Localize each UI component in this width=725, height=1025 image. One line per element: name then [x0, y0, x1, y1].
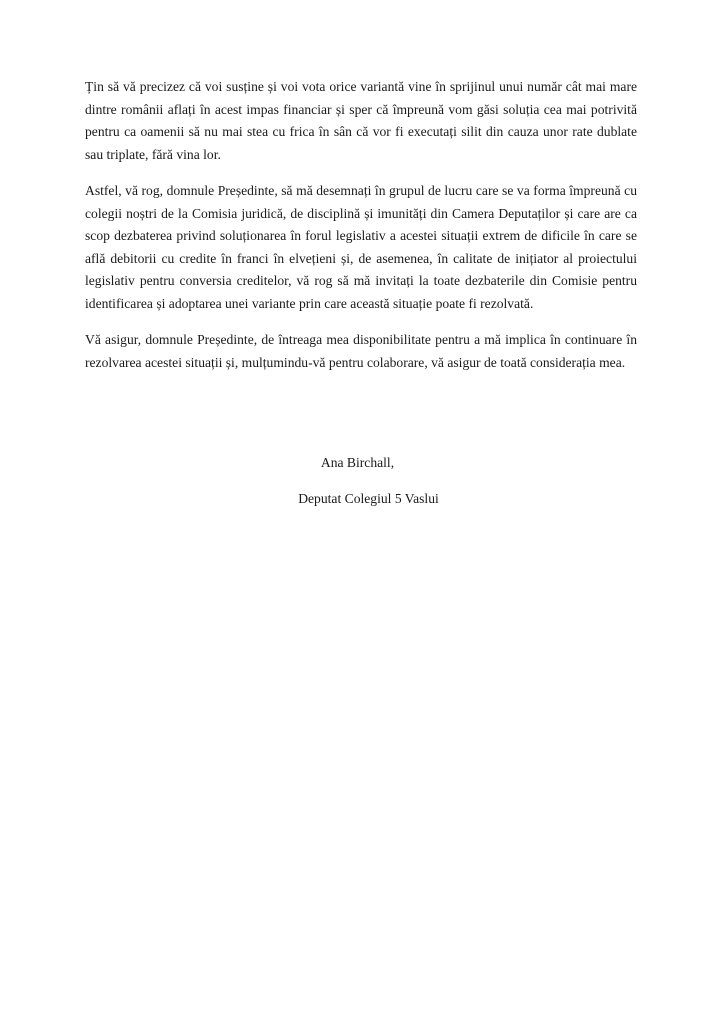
paragraph-3: Vă asigur, domnule Președinte, de întreaga mea disponibilitate pentru a mă implica în continuare în rezolvarea acestei situații și, mulțumindu-vă pentru colaborare, vă asigur de toată considerația mea. [85, 332, 637, 370]
paragraph-2: Astfel, vă rog, domnule Președinte, să mă desemnați în grupul de lucru care se va forma împreună cu colegii noștri de la Comisia juridică, de disciplină și imunități din Camera Deputaților și care are ca scop dezbaterea privind soluționarea în forul legislativ a acestei situații extrem de dificile în care se află debitorii cu credite în franci în elvețieni și, de asemenea, în calitate de inițiator al proiectului legislativ pentru conversia creditelor, vă rog să mă invitați la toate dezbaterile din Comisie pentru identificarea și adoptarea unei variante prin care această situație poate fi rezolvată. [85, 183, 637, 311]
signature-block [0, 452, 725, 510]
signatory-name: Ana Birchall, [320, 455, 395, 470]
letter-body [85, 76, 637, 388]
paragraph-1: Țin să vă precizez că voi susține și voi vota orice variantă vine în sprijinul unui număr cât mai mare dintre românii aflați în acest impas financiar și sper că împreună vom găsi soluția cea mai potrivită pentru ca oamenii să nu mai stea cu frica în sân că vor fi executați silit din cauza unor rate dublate sau triplate, fără vina lor. [85, 79, 637, 162]
signatory-title: Deputat Colegiul 5 Vaslui [298, 491, 439, 506]
